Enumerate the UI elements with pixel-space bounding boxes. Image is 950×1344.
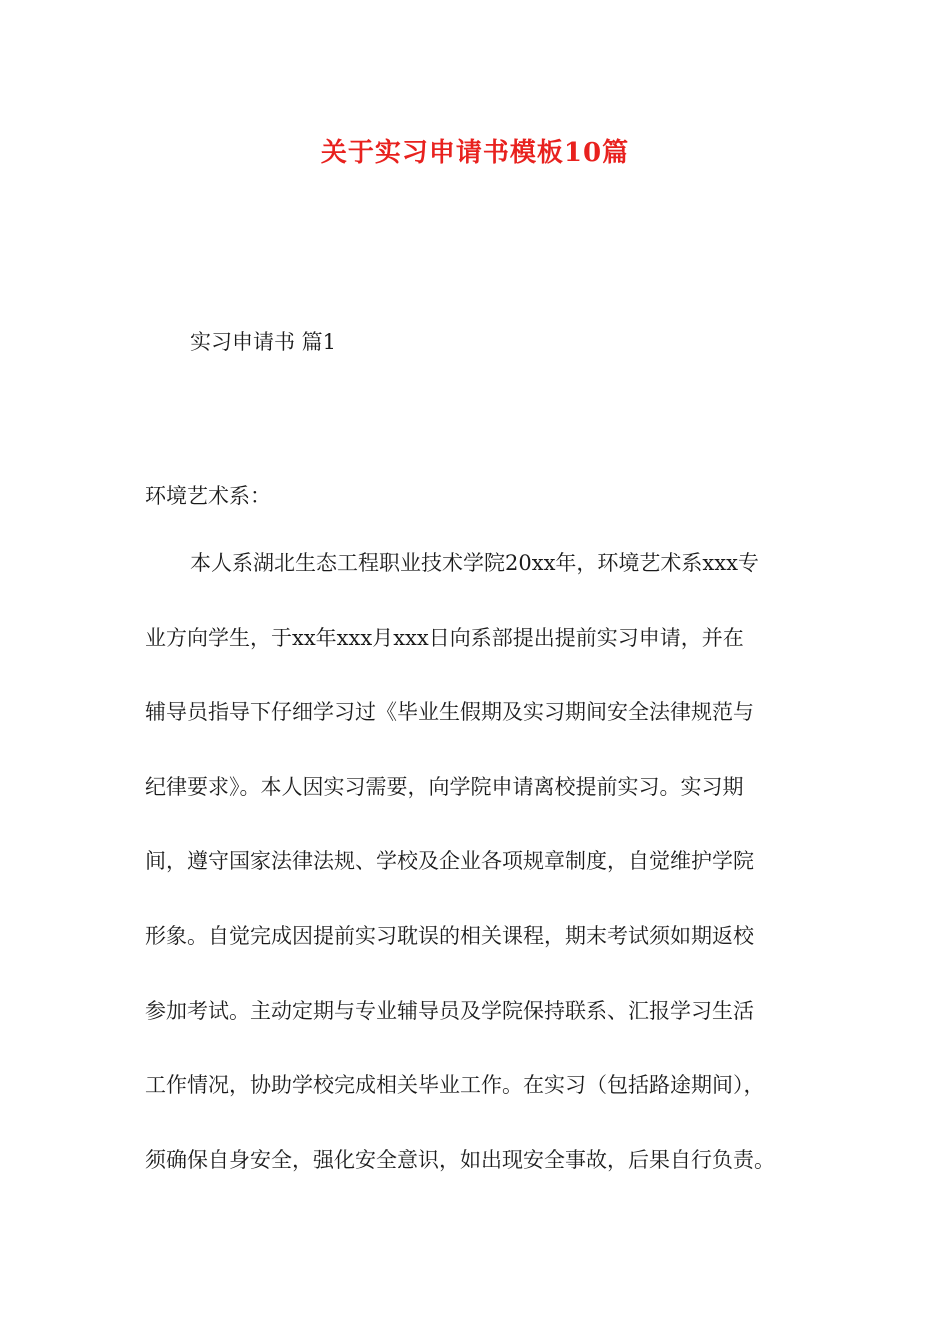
section-heading: 实习申请书 篇1 xyxy=(190,330,337,354)
paragraph-line: 间，遵守国家法律法规、学校及企业各项规章制度，自觉维护学院 xyxy=(145,849,754,874)
document-title: 关于实习申请书模板10篇 xyxy=(320,138,630,168)
paragraph-line: 工作情况，协助学校完成相关毕业工作。在实习（包括路途期间）， xyxy=(145,1073,765,1098)
body-paragraph xyxy=(145,548,825,1219)
paragraph-line: 参加考试。主动定期与专业辅导员及学院保持联系、汇报学习生活 xyxy=(145,998,754,1023)
salutation: 环境艺术系： xyxy=(145,484,271,508)
paragraph-line: 本人系湖北生态工程职业技术学院20xx年，环境艺术系xxx专 xyxy=(190,551,759,575)
paragraph-line: 业方向学生，于xx年xxx月xxx日向系部提出提前实习申请，并在 xyxy=(145,625,744,650)
paragraph-line: 形象。自觉完成因提前实习耽误的相关课程，期末考试须如期返校 xyxy=(145,923,754,948)
paragraph-line: 须确保自身安全，强化安全意识，如出现安全事故，后果自行负责。 xyxy=(145,1147,775,1172)
paragraph-line: 纪律要求》。本人因实习需要，向学院申请离校提前实习。实习期 xyxy=(145,774,744,799)
paragraph-line: 辅导员指导下仔细学习过《毕业生假期及实习期间安全法律规范与 xyxy=(145,700,754,725)
